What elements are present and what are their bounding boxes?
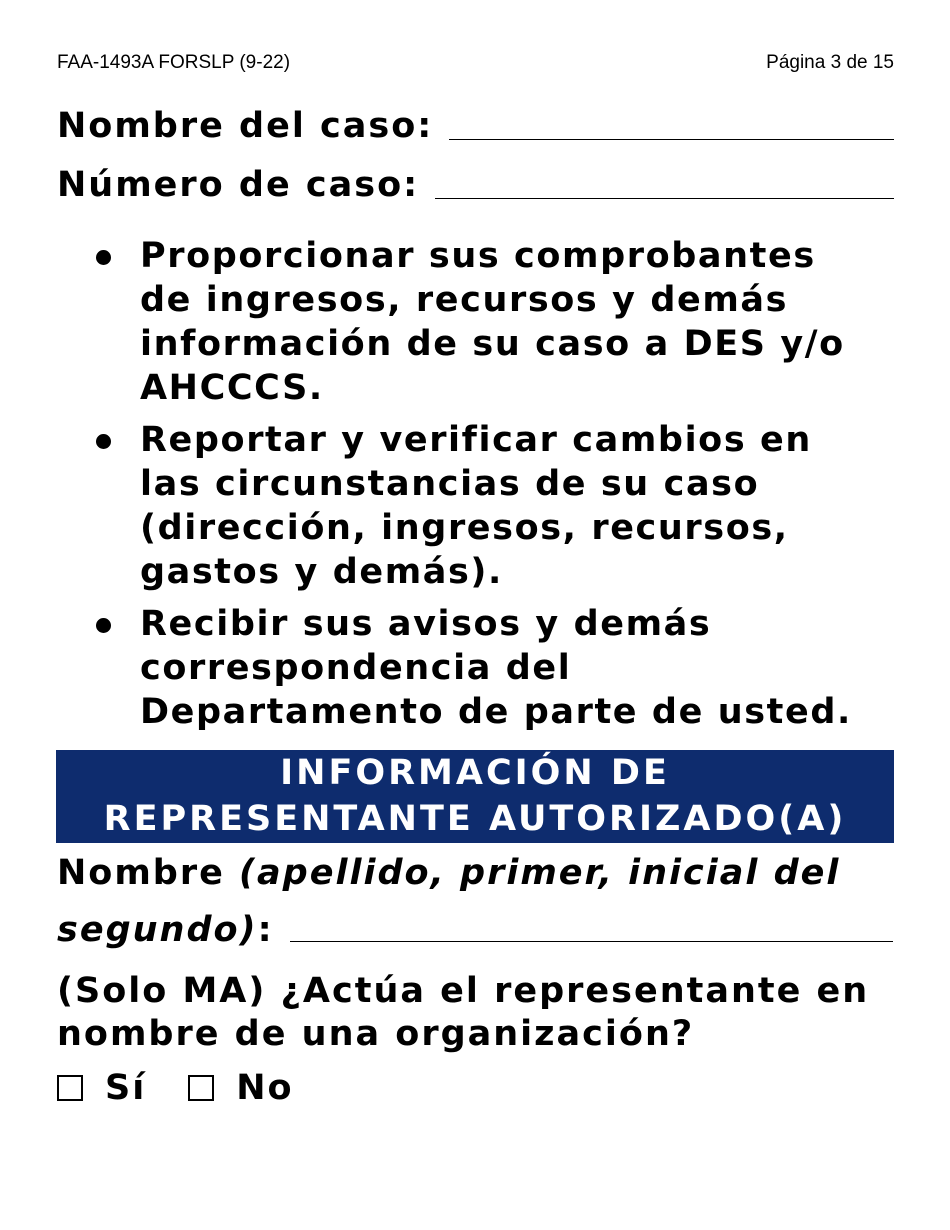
bullet-icon xyxy=(96,434,111,449)
permissions-list xyxy=(92,234,892,742)
page-number: Página 3 de 15 xyxy=(766,52,894,73)
no-label: No xyxy=(236,1068,294,1108)
organization-question: (Solo MA) ¿Actúa el representante en nombre de una organización? xyxy=(57,971,870,1054)
rep-name-hint-cont: segundo) xyxy=(57,910,258,950)
case-number-field[interactable] xyxy=(435,198,894,199)
case-name-row xyxy=(57,106,894,146)
case-name-field[interactable] xyxy=(449,139,894,140)
rep-name-label: Nombre xyxy=(57,853,225,893)
organization-choices xyxy=(57,1068,336,1108)
choice-yes[interactable] xyxy=(57,1068,146,1108)
form-id: FAA-1493A FORSLP (9-22) xyxy=(57,52,291,73)
case-name-label: Nombre del caso: xyxy=(57,106,434,146)
choice-no[interactable] xyxy=(188,1068,293,1108)
section-title-line-1: INFORMACIÓN DE xyxy=(280,753,670,793)
no-checkbox[interactable] xyxy=(188,1075,214,1101)
section-banner xyxy=(56,750,894,843)
list-item: Proporcionar sus comprobantes de ingresos, recursos y demás información de su caso a DES y/o AHCCCS. xyxy=(92,234,892,410)
rep-name-hint: (apellido, primer, inicial del xyxy=(239,853,841,893)
list-item: Reportar y verificar cambios en las circunstancias de su caso (dirección, ingresos, recursos, gastos y demás). xyxy=(92,418,892,594)
case-number-row xyxy=(57,165,894,205)
yes-label: Sí xyxy=(105,1068,147,1108)
page-header xyxy=(57,52,894,74)
rep-name-block: Nombre (apellido, primer, inicial del segundo) : xyxy=(57,848,893,950)
bullet-icon xyxy=(96,250,111,265)
bullet-icon xyxy=(96,618,111,633)
rep-name-field[interactable] xyxy=(290,941,893,942)
section-title-line-2: REPRESENTANTE AUTORIZADO(A) xyxy=(103,799,847,839)
case-number-label: Número de caso: xyxy=(57,165,420,205)
list-item: Recibir sus avisos y demás correspondencia del Departamento de parte de usted. xyxy=(92,602,892,734)
yes-checkbox[interactable] xyxy=(57,1075,83,1101)
